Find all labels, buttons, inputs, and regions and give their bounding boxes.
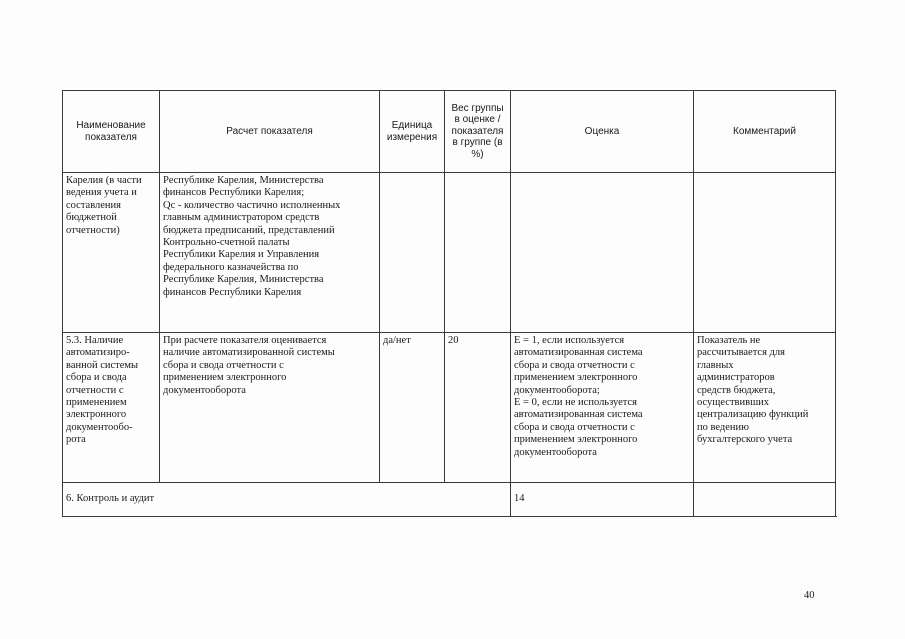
score-cell: E = 1, если используется автоматизированная система сбора и свода отчетности с применением электронного документооборота; E = 0, если не используется автоматизированная система сбора и свода отчетности с применением электронного документооборота bbox=[511, 333, 694, 483]
comment-cell: Показатель не рассчитывается для главных администраторов средств бюджета, осуществивших централизацию функций по ведению бухгалтерского учета bbox=[694, 333, 836, 483]
weight-cell bbox=[445, 173, 511, 333]
header-calculation: Расчет показателя bbox=[160, 91, 380, 173]
header-row bbox=[63, 91, 836, 173]
section-row bbox=[63, 483, 836, 517]
comment-cell bbox=[694, 173, 836, 333]
table-row bbox=[63, 173, 836, 333]
section-title-cell: 6. Контроль и аудит bbox=[63, 483, 511, 517]
header-indicator-name: Наименование показателя bbox=[63, 91, 160, 173]
unit-cell bbox=[380, 173, 445, 333]
header-weight: Вес группы в оценке / показателя в группе (в %) bbox=[445, 91, 511, 173]
section-empty-cell bbox=[694, 483, 836, 517]
indicator-table bbox=[62, 90, 836, 517]
header-unit: Единица измерения bbox=[380, 91, 445, 173]
calculation-cell: Республике Карелия, Министерства финансов Республики Карелия; Qc - количество частично исполненных главным администратором средств бюджета предписаний, представлений Контрольно-счетной палаты Республики Карелия и Управления федерального казначейства по Республике Карелия, Министерства финансов Республики Карелия bbox=[160, 173, 380, 333]
score-cell bbox=[511, 173, 694, 333]
header-comment: Комментарий bbox=[694, 91, 836, 173]
calculation-cell: При расчете показателя оценивается наличие автоматизированной системы сбора и свода отчетности с применением электронного документооборота bbox=[160, 333, 380, 483]
indicator-name-cell: 5.3. Наличие автоматизиро- ванной системы сбора и свода отчетности с применением электронного документообо- рота bbox=[63, 333, 160, 483]
header-score: Оценка bbox=[511, 91, 694, 173]
section-weight-cell: 14 bbox=[511, 483, 694, 517]
page-number: 40 bbox=[804, 590, 815, 601]
table-row bbox=[63, 333, 836, 483]
indicator-name-cell: Карелия (в части ведения учета и составления бюджетной отчетности) bbox=[63, 173, 160, 333]
unit-cell: да/нет bbox=[380, 333, 445, 483]
weight-cell: 20 bbox=[445, 333, 511, 483]
